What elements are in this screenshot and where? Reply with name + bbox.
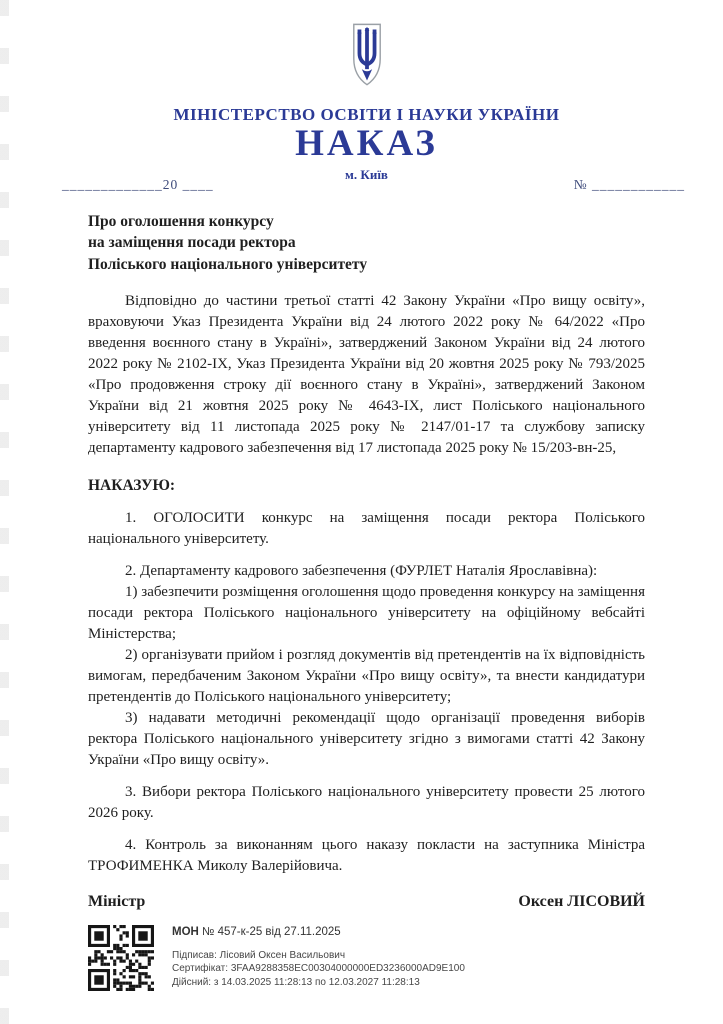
order-items — [88, 508, 645, 877]
signature-row — [88, 893, 645, 911]
order-item-2-sub-1: 1) забезпечити розміщення оголошення щодо проведення конкурсу на заміщення посади ректора Поліського національного університету на офіційному вебсайті Міністерства; — [88, 583, 645, 642]
ministry-title: МІНІСТЕРСТВО ОСВІТИ І НАУКИ УКРАЇНИ — [173, 105, 560, 124]
city-label: м. Київ — [345, 166, 388, 182]
document-type-title: НАКАЗ — [295, 123, 438, 164]
signer-name: Оксен ЛІСОВИЙ — [518, 892, 645, 910]
order-item-3: 3. Вибори ректора Поліського національного університету провести 25 лютого 2026 року. — [88, 783, 645, 821]
signed-by-line: Підписав: Лісовий Оксен Васильович — [172, 949, 346, 961]
registration-org: МОН — [172, 925, 203, 938]
certificate-details — [172, 949, 465, 990]
digital-signature-stamp — [88, 925, 645, 991]
date-blank-line: _____________20 ____ — [62, 176, 214, 192]
ukraine-trident-icon — [343, 75, 391, 92]
subject-line-3: Поліського національного університету — [88, 255, 368, 273]
order-item-2-sub-2: 2) організувати прийом і розгляд документів від претендентів на їх відповідність вимогам, передбаченим Законом України «Про вищу освіту», та внести кандидатури претендентів до Поліського національного університету; — [88, 646, 645, 705]
document-body — [88, 291, 645, 877]
order-item-2: 2. Департаменту кадрового забезпечення (ФУРЛЕТ Наталія Ярославівна): — [125, 562, 598, 579]
stamp-text-block — [172, 925, 465, 990]
order-item-1: 1. ОГОЛОСИТИ конкурс на заміщення посади ректора Поліського національного університету. — [88, 509, 645, 547]
emblem-container — [88, 22, 645, 93]
order-item-2-sub-3: 3) надавати методичні рекомендації щодо організації проведення виборів ректора Поліського національного університету згідно з вимогами статті 42 Закону України «Про вищу освіту». — [88, 709, 645, 768]
subject-line-2: на заміщення посади ректора — [88, 234, 296, 252]
registration-line — [172, 926, 465, 938]
preamble-paragraph: Відповідно до частини третьої статті 42 Закону України «Про вищу освіту», враховуючи Указ Президента України від 24 лютого 2022 року № 64/2022 «Про введення воєнного стану в Україні», затверджений Законом України від 24 лютого 2022 року № 2102-IX, Указ Президента України від 20 жовтня 2025 року № 793/2025 «Про продовження строку дії воєнного стану в Україні», затверджений Законом України від 21 жовтня 2025 року № 4643-IX, лист Поліського національного університету від 11 листопада 2025 року № 2147/01-17 та службову записку департаменту кадрового забезпечення від 17 листопада 2025 року № 15/203-вн-25, — [88, 292, 645, 456]
subject-line-1: Про оголошення конкурсу — [88, 212, 274, 230]
certificate-line: Сертифікат: 3FAA9288358EC00304000000ED3236000AD9E100 — [172, 963, 465, 975]
signer-title: Міністр — [88, 892, 146, 910]
order-word: НАКАЗУЮ: — [88, 476, 176, 494]
number-blank-line: № ____________ — [573, 176, 685, 192]
qr-code — [88, 925, 154, 991]
validity-line: Дійсний: з 14.03.2025 11:28:13 по 12.03.2027 11:28:13 — [172, 976, 420, 988]
order-item-4: 4. Контроль за виконанням цього наказу покласти на заступника Міністра ТРОФИМЕНКА Миколу Валерійовича. — [88, 836, 645, 874]
registration-number: № 457-к-25 від 27.11.2025 — [202, 925, 341, 938]
subject-block — [88, 211, 645, 275]
